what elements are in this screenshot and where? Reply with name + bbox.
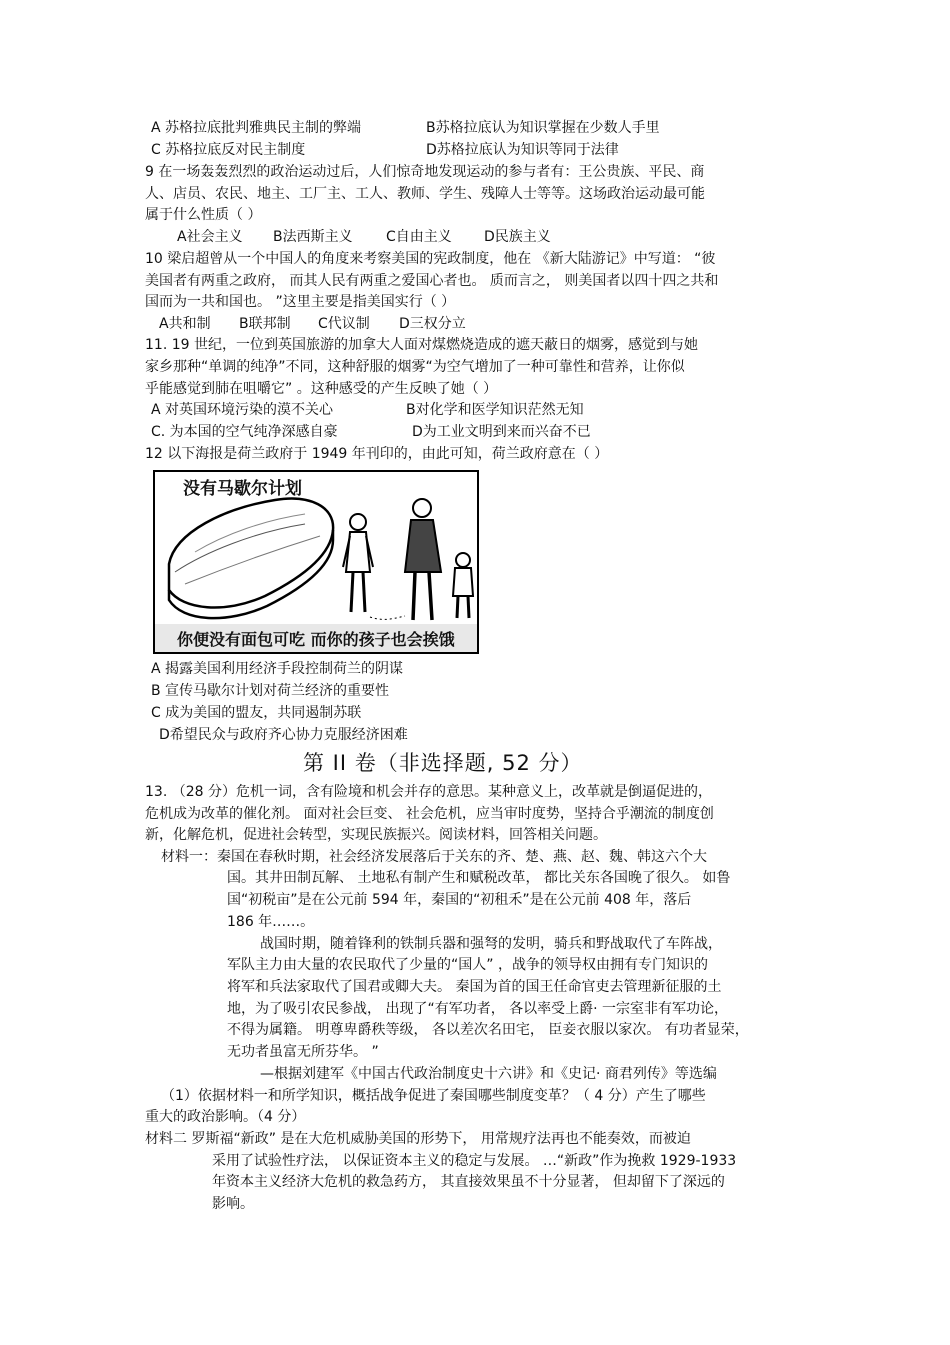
q12-option-a: A 揭露美国利用经济手段控制荷兰的阴谋 (151, 661, 404, 677)
q9-option-d: D民族主义 (484, 229, 551, 245)
q13-sub1-line-2: 重大的政治影响。（4 分） (145, 1109, 306, 1125)
material1-line-4: 186 年……。 (227, 914, 315, 930)
q13-line-2: 危机成为改革的催化剂。 面对社会巨变、 社会危机，应当审时度势，坚持合乎潮流的制度创 (145, 806, 714, 822)
q10-option-a: A共和制 (159, 316, 211, 332)
section-title: 第 II 卷（非选择题, 52 分） (303, 751, 583, 775)
q8-option-c: C 苏格拉底反对民主制度 (151, 142, 306, 158)
material1-line-3: 国“初税亩”是在公元前 594 年，秦国的“初租禾”是在公元前 408 年，落后 (227, 892, 692, 908)
q11-line-2: 家乡那种“单调的纯净”不同，这种舒服的烟雾“为空气增加了一种可靠性和营养，让你似 (145, 359, 685, 375)
child-figure-1 (343, 514, 373, 612)
q13-line-1: 13. （28 分）危机一词，含有险境和机会并存的意思。某种意义上，改革就是倒逼促进的， (145, 784, 712, 800)
material2-line-4: 影响。 (212, 1196, 254, 1212)
q9-option-c: C自由主义 (386, 229, 452, 245)
bread-icon (169, 499, 333, 619)
q9-line-1: 9 在一场轰轰烈烈的政治运动过后，人们惊奇地发现运动的参与者有：王公贵族、平民、商 (145, 164, 705, 180)
q11-option-d: D为工业文明到来而兴奋不已 (412, 424, 591, 440)
material1-line-1: 材料一：秦国在春秋时期，社会经济发展落后于关东的齐、楚、燕、赵、魏、韩这六个大 (161, 849, 707, 865)
q12-line: 12 以下海报是荷兰政府于 1949 年刊印的，由此可知，荷兰政府意在（ ） (145, 446, 609, 462)
material1-line-7: 将军和兵法家取代了国君或卿大夫。 秦国为首的国王任命官吏去管理新征服的土 (227, 979, 722, 995)
material2-line-3: 年资本主义经济大危机的救急药方， 其直接效果虽不十分显著， 但却留下了深远的 (212, 1174, 725, 1190)
poster-caption: 你便没有面包可吃 而你的孩子也会挨饿 (177, 630, 455, 649)
q11-line-3: 乎能感觉到肺在咀嚼它” 。这种感受的产生反映了她（ ） (145, 381, 498, 397)
material2-line-1: 材料二 罗斯福“新政” 是在大危机威胁美国的形势下， 用常规疗法再也不能奏效，而被迫 (145, 1131, 691, 1147)
q10-option-b: B联邦制 (239, 316, 291, 332)
poster-headline: 没有马歇尔计划 (183, 479, 302, 499)
q10-option-d: D三权分立 (399, 316, 466, 332)
q9-option-b: B法西斯主义 (273, 229, 353, 245)
q12-option-b: B 宣传马歇尔计划对荷兰经济的重要性 (151, 683, 390, 699)
child-figure-2 (405, 499, 441, 620)
q13-line-3: 新，化解危机，促进社会转型，实现民族振兴。阅读材料，回答相关问题。 (145, 827, 607, 843)
q9-line-2: 人、店员、农民、地主、工厂主、工人、教师、学生、残障人士等等。这场政治运动最可能 (145, 186, 705, 202)
material1-line-5: 战国时期，随着锋利的铁制兵器和强弩的发明，骑兵和野战取代了车阵战， (260, 936, 722, 952)
q9-line-3: 属于什么性质（ ） (145, 207, 262, 223)
q10-line-2: 美国者有两重之政府， 而其人民有两重之爱国心者也。 质而言之， 则美国者以四十四之共和 (145, 273, 719, 289)
material1-line-6: 军队主力由大量的农民取代了少量的“国人” ，战争的领导权由拥有专门知识的 (227, 957, 708, 973)
q12-option-c: C 成为美国的盟友，共同遏制苏联 (151, 705, 362, 721)
material2-line-2: 采用了试验性疗法， 以保证资本主义的稳定与发展。 …“新政”作为挽救 1929-1933 (212, 1153, 737, 1169)
poster-illustration (155, 472, 477, 652)
material1-line-10: 无功者虽富无所芬华。 ” (227, 1044, 379, 1060)
q11-option-c: C. 为本国的空气纯净深感自豪 (151, 424, 338, 440)
q11-line-1: 11. 19 世纪，一位到英国旅游的加拿大人面对煤燃烧造成的遮天蔽日的烟雾，感觉到与她 (145, 337, 698, 353)
q12-option-d: D希望民众与政府齐心协力克服经济困难 (159, 727, 408, 743)
child-figure-3 (453, 553, 473, 618)
q13-sub1-line-1: （1）依据材料一和所学知识，概括战争促进了秦国哪些制度变革？（ 4 分）产生了哪些 (161, 1088, 706, 1104)
q10-line-3: 国而为一共和国也。 ”这里主要是指美国实行（ ） (145, 294, 456, 310)
material1-source: —根据刘建军《中国古代政治制度史十六讲》和《史记· 商君列传》等选编 (260, 1066, 717, 1082)
q9-option-a: A社会主义 (177, 229, 243, 245)
q10-option-c: C代议制 (318, 316, 370, 332)
material1-line-2: 国。其井田制瓦解、 土地私有制产生和赋税改革， 都比关东各国晚了很久。 如鲁 (227, 870, 731, 886)
material1-line-9: 不得为属籍。 明尊卑爵秩等级， 各以差次名田宅， 臣妾衣服以家次。 有功者显荣， (227, 1022, 749, 1038)
marshall-plan-poster (153, 470, 479, 654)
q8-option-a: A 苏格拉底批判雅典民主制的弊端 (151, 120, 362, 136)
q10-line-1: 10 梁启超曾从一个中国人的角度来考察美国的宪政制度，他在 《新大陆游记》中写道： “彼 (145, 251, 716, 267)
q11-option-a: A 对英国环境污染的漠不关心 (151, 402, 334, 418)
q8-option-d: D苏格拉底认为知识等同于法律 (426, 142, 619, 158)
q11-option-b: B对化学和医学知识茫然无知 (406, 402, 584, 418)
q8-option-b: B苏格拉底认为知识掌握在少数人手里 (426, 120, 660, 136)
material1-line-8: 地，为了吸引农民参战， 出现了“有军功者， 各以率受上爵· 一宗室非有军功论， (227, 1001, 729, 1017)
